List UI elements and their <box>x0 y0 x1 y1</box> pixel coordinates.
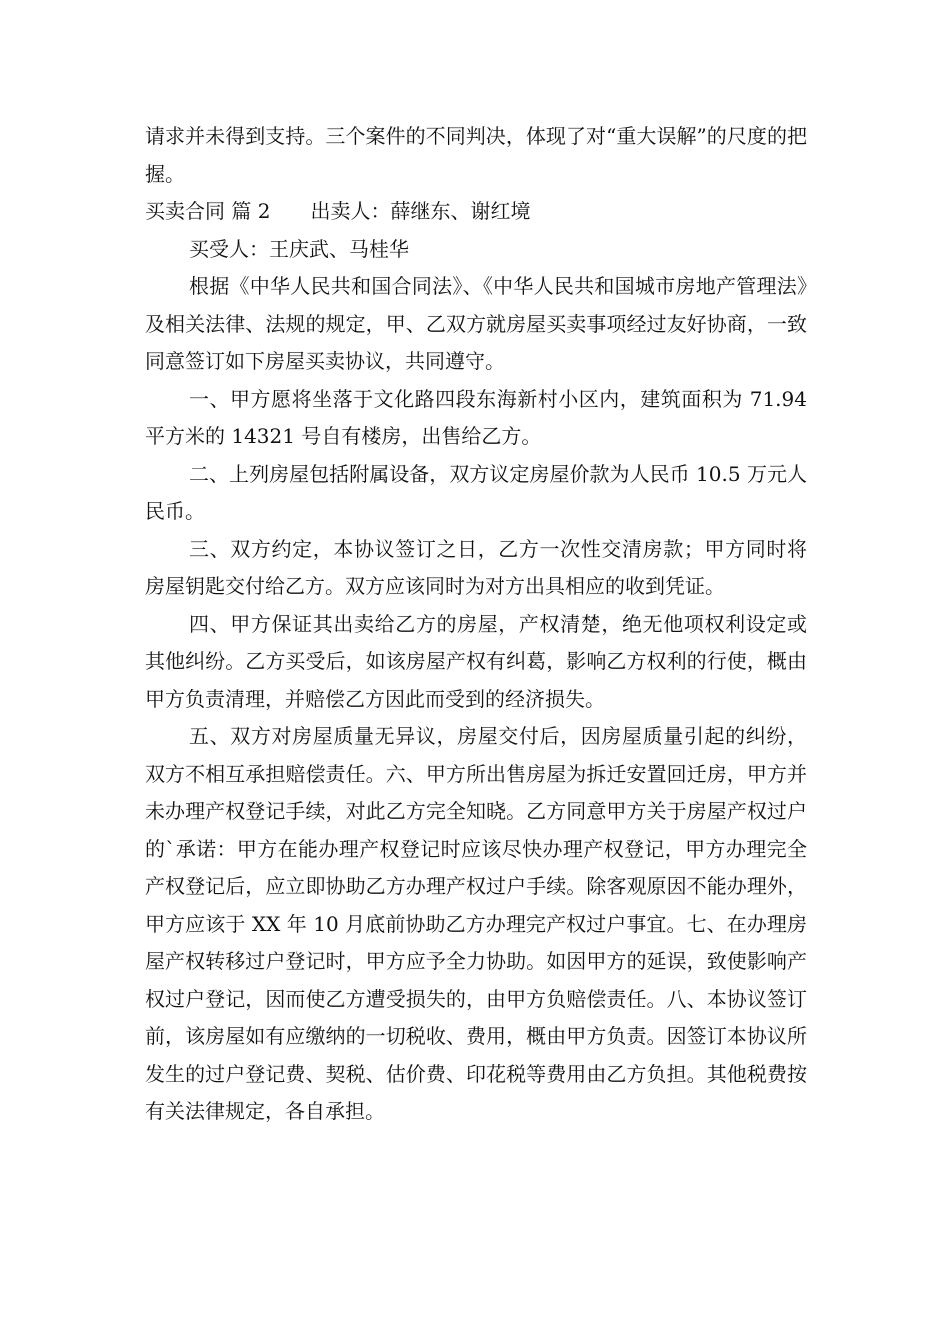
section-header-line <box>145 193 807 231</box>
paragraph-clause-2: 二、上列房屋包括附属设备，双方议定房屋价款为人民币 10.5 万元人民币。 <box>145 461 807 523</box>
section-title: 买卖合同 篇 2 <box>145 199 271 223</box>
paragraph-clause-4: 四、甲方保证其出卖给乙方的房屋，产权清楚，绝无他项权利设定或其他纠纷。乙方买受后，如该房屋产权有纠葛，影响乙方权利的行使，概由甲方负责清理，并赔偿乙方因此而受到的经济损失。 <box>145 611 807 711</box>
document-body <box>145 118 807 1131</box>
paragraph-clause-1: 一、甲方愿将坐落于文化路四段东海新村小区内，建筑面积为 71.94 平方米的 14321 号自有楼房，出售给乙方。 <box>145 386 807 448</box>
seller-line: 出卖人：薛继东、谢红境 <box>310 199 531 223</box>
paragraph-clause-5-to-8: 五、双方对房屋质量无异议，房屋交付后，因房屋质量引起的纠纷，双方不相互承担赔偿责任。六、甲方所出售房屋为拆迁安置回迁房，甲方并未办理产权登记手续，对此乙方完全知晓。乙方同意甲方关于房屋产权过户的`承诺：甲方在能办理产权登记时应该尽快办理产权登记，甲方办理完全产权登记后，应立即协助乙方办理产权过户手续。除客观原因不能办理外，甲方应该于 XX 年 10 月底前协助乙方办理完产权过户事宜。七、在办理房屋产权转移过户登记时，甲方应予全力协助。如因甲方的延误，致使影响产权过户登记，因而使乙方遭受损失的，由甲方负赔偿责任。八、本协议签订前，该房屋如有应缴纳的一切税收、费用，概由甲方负责。因签订本协议所发生的过户登记费、契税、估价费、印花税等费用由乙方负担。其他税费按有关法律规定，各自承担。 <box>145 724 807 1123</box>
paragraph-preamble: 根据《中华人民共和国合同法》、《中华人民共和国城市房地产管理法》及相关法律、法规的规定，甲、乙双方就房屋买卖事项经过友好协商，一致同意签订如下房屋买卖协议，共同遵守。 <box>145 274 807 373</box>
paragraph-clause-3: 三、双方约定，本协议签订之日，乙方一次性交清房款；甲方同时将房屋钥匙交付给乙方。双方应该同时为对方出具相应的收到凭证。 <box>145 536 807 598</box>
intro-continuation-paragraph: 请求并未得到支持。三个案件的不同判决，体现了对“重大误解”的尺度的把握。 <box>145 124 807 186</box>
buyer-line: 买受人：王庆武、马桂华 <box>189 236 409 261</box>
